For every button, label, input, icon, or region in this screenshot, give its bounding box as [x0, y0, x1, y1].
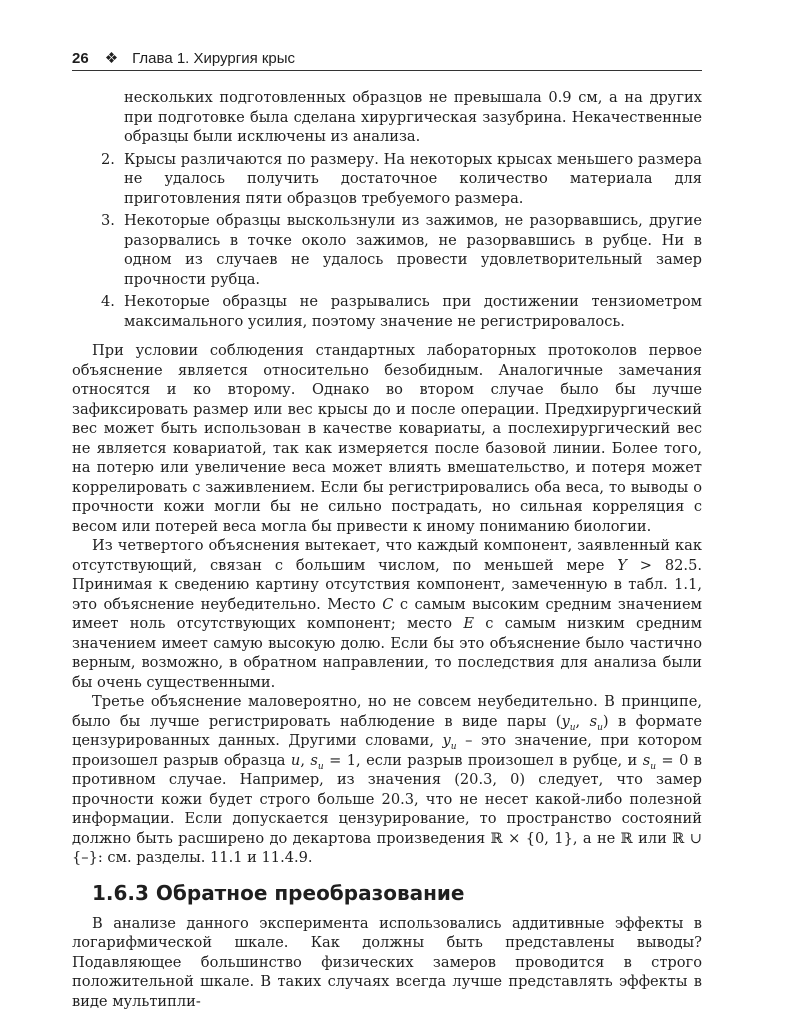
paragraph-2: Из четвертого объяснения вытекает, что каждый компонент, заявленный как отсутствующий, связан с большим числом, по меньшей мере Y > 82.5. Принимая к сведению картину отсутствия компонент, замеченную в табл. 1.1, это объяснение неубедительно. Место C с самым высоким средним значением имеет ноль отсутствующих компонент; место E с самым низким средним значением имеет самую высокую долю. Если бы это объяснение было частично верным, возможно, в обратном направлении, то последствия для анализа были бы очень существенными. [72, 536, 702, 692]
paragraph-3: Третье объяснение маловероятно, но не совсем неубедительно. В принципе, было бы лучше регистрировать наблюдение в виде пары ($y_u$, $s_u$) в формате цензурированных данных. Другими словами, $y_u$ – это значение, при котором произошел разрыв образца u, $s_u = 1$, если разрыв произошел в рубце, и $s_u = 0$ в противном случае. Например, из значения (20.3, 0) следует, что замер прочности кожи будет строго больше 20.3, что не несет какой-либо полезной информации. Если допускается цензурирование, то пространство состояний должно быть расширено до декартова произведения ℝ × {0, 1}, а не ℝ или ℝ ∪ {–}: см. разделы. 11.1 и 11.4.9. [72, 692, 702, 868]
list-item-3: 3. Некоторые образцы выскользнули из зажимов, не разорвавшись, другие разорвались в точке около зажимов, не разорвавшись в рубце. Ни в одном из случаев не удалось провести удовлетворительный замер прочности рубца. [72, 211, 702, 289]
list-number: 3. [101, 211, 115, 231]
list-item-4: 4. Некоторые образцы не разрывались при достижении тензиометром максимального усилия, поэтому значение не регистрировалось. [72, 292, 702, 331]
paragraph-1: При условии соблюдения стандартных лабораторных протоколов первое объяснение является относительно безобидным. Аналогичные замечания относятся и ко второму. Однако во втором случае было бы лучше зафиксировать размер или вес крысы до и после операции. Предхирургический вес может быть использован в качестве ковариаты, а послехирургический вес не является ковариатой, так как измеряется после базовой линии. Более того, на потерю или увеличение веса может влиять вмешательство, и потеря может коррелировать с заживлением. Если бы регистрировались оба веса, то выводы о прочности кожи могли бы не сильно пострадать, но сильная корреляция с весом или потерей веса могла бы привести к иному пониманию биологии. [72, 341, 702, 536]
running-header [72, 48, 702, 71]
numbered-list [72, 88, 702, 331]
ornament-icon: ❖ [105, 48, 118, 70]
page-body [72, 88, 702, 1011]
section-heading: 1.6.3 Обратное преобразование [92, 880, 702, 906]
page-number: 26 [72, 50, 89, 67]
list-number: 4. [101, 292, 115, 312]
section-paragraph: В анализе данного эксперимента использовались аддитивные эффекты в логарифмической шкале. Как должны быть представлены выводы? Подавляющее большинство физических замеров проводится в строго положительной шкале. В таких случаях всегда лучше представлять эффекты в виде мультипли- [72, 914, 702, 1011]
chapter-title: Глава 1. Хирургия крыс [132, 50, 295, 67]
list-number: 2. [101, 150, 115, 170]
list-item-1-continuation: нескольких подготовленных образцов не превышала 0.9 см, а на других при подготовке была сделана хирургическая зазубрина. Некачественные образцы были исключены из анализа. [72, 88, 702, 147]
list-item-2: 2. Крысы различаются по размеру. На некоторых крысах меньшего размера не удалось получить достаточное количество материала для приготовления пяти образцов требуемого размера. [72, 150, 702, 209]
